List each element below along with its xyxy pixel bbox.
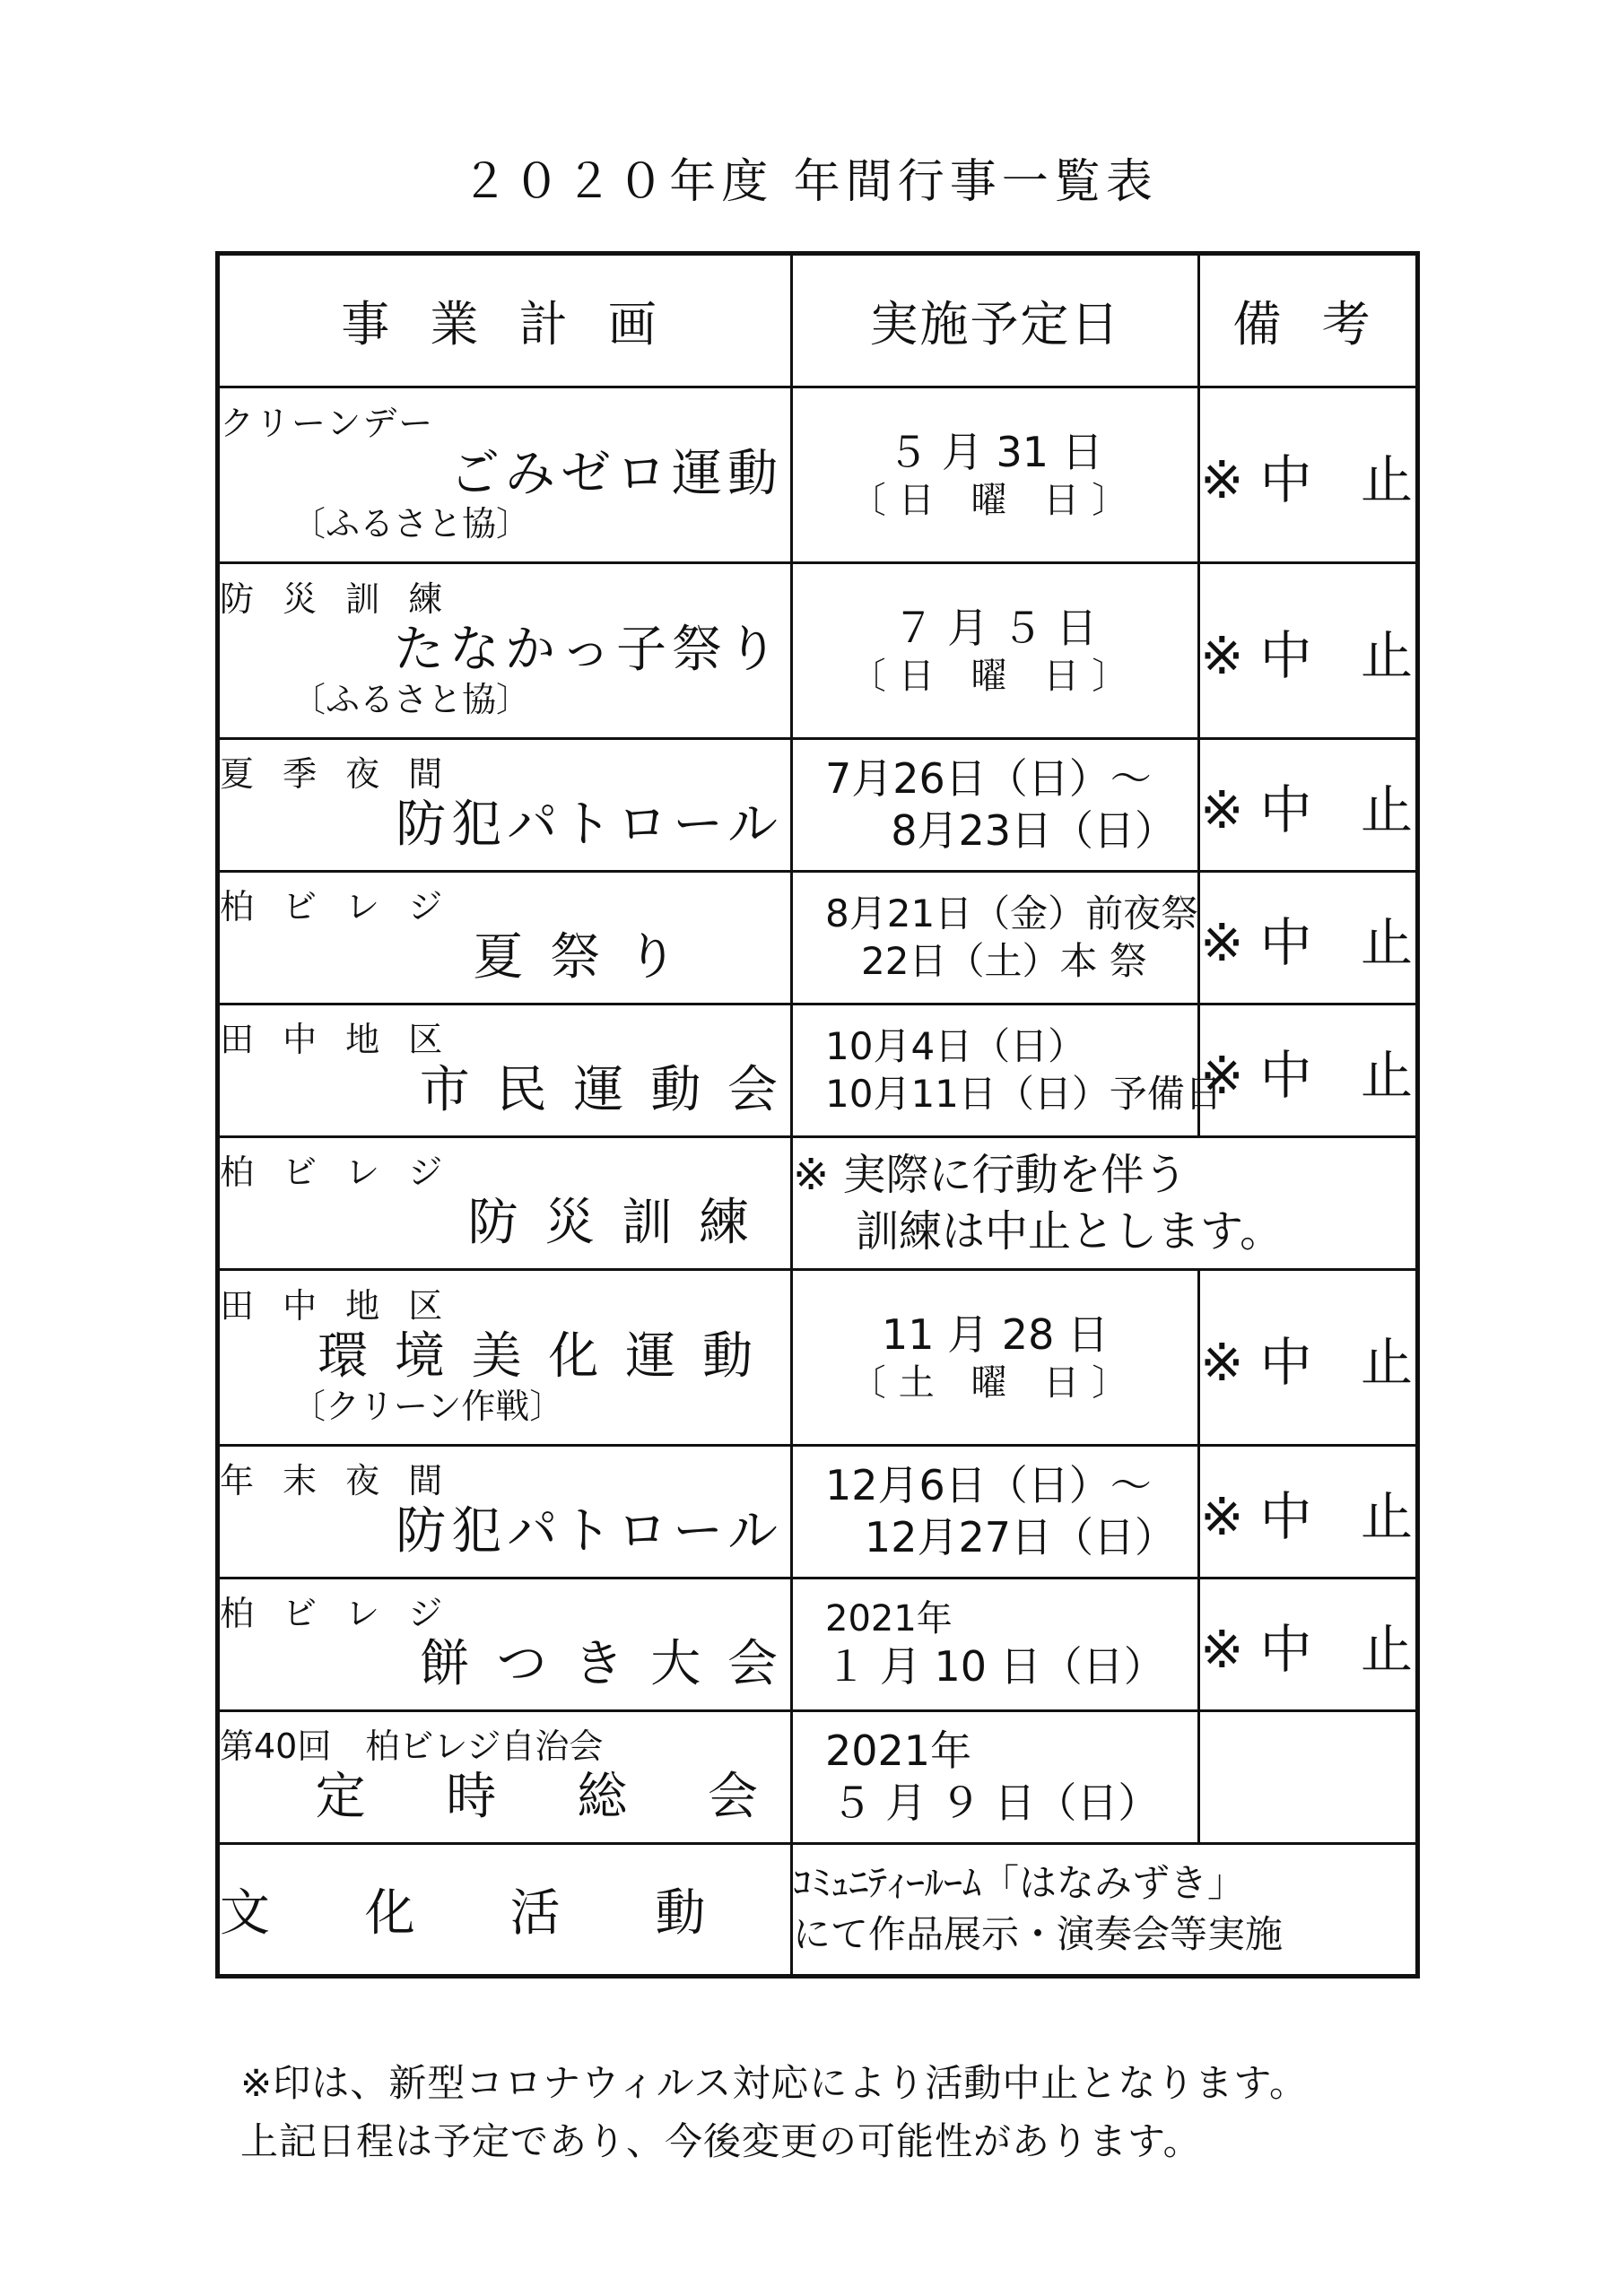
date-eve: 8月21日（金）前夜祭 xyxy=(825,891,1199,935)
table-row xyxy=(218,739,1418,872)
event-organizer: 〔ふるさと協〕 xyxy=(292,680,531,720)
date-cell xyxy=(792,1711,1199,1844)
date-main: １ 月 10 日（日） xyxy=(825,1641,1165,1691)
event-category: 田 中 地 区 xyxy=(220,1286,452,1326)
status-cancelled: ※中 止 xyxy=(1199,1004,1418,1137)
table-row xyxy=(218,1844,1418,1977)
event-cell xyxy=(218,739,792,872)
date-weekday: 〔日 曜 日〕 xyxy=(849,480,1141,522)
event-category: 年 末 夜 間 xyxy=(220,1461,452,1501)
table-row xyxy=(218,1446,1418,1578)
note-empty xyxy=(1199,1711,1418,1844)
date-cell xyxy=(792,1004,1223,1137)
status-cancelled: ※中 止 xyxy=(1199,387,1418,563)
date-cell xyxy=(792,563,1199,739)
event-category: 田 中 地 区 xyxy=(220,1020,452,1060)
event-name: 定 時 総 会 xyxy=(315,1767,790,1826)
event-name: たなかっ子祭り xyxy=(394,620,783,679)
event-cell xyxy=(218,1446,792,1578)
status-cancelled: ※中 止 xyxy=(1199,1446,1418,1578)
date-year: 2021年 xyxy=(825,1597,953,1639)
status-cancelled: ※中 止 xyxy=(1199,739,1418,872)
table-row xyxy=(218,387,1418,563)
event-category: 柏 ビ レ ジ xyxy=(220,1594,452,1634)
event-cell xyxy=(218,1004,792,1137)
event-cell xyxy=(218,1578,792,1711)
event-category: 夏 季 夜 間 xyxy=(220,754,452,795)
event-cell xyxy=(218,1270,792,1446)
date-cell xyxy=(792,1270,1199,1446)
event-schedule-table xyxy=(215,251,1430,1979)
footer-note-1: ※印は、新型コロナウィルス対応により活動中止となります。 xyxy=(240,2061,1309,2105)
event-name: 夏 祭 り xyxy=(473,927,683,987)
table-row xyxy=(218,1270,1418,1446)
event-name: 防犯パトロール xyxy=(396,1501,783,1561)
culture-activities-detail xyxy=(792,1844,1418,1977)
date-reserve: 10月11日（日）予備日 xyxy=(825,1071,1223,1116)
page-title: ２０２０年度 年間行事一覧表 xyxy=(461,155,1158,209)
table-row xyxy=(218,1711,1418,1844)
event-category: 防 災 訓 練 xyxy=(220,579,452,620)
table-row xyxy=(218,1578,1418,1711)
table-row xyxy=(218,872,1418,1004)
event-category: 柏 ビ レ ジ xyxy=(220,1152,452,1193)
footer-notes xyxy=(240,2054,1308,2170)
event-name: 市 民 運 動 会 xyxy=(419,1060,783,1119)
event-cell xyxy=(218,872,792,1004)
date-cell xyxy=(792,387,1199,563)
date-main: 11 月 28 日 xyxy=(882,1309,1109,1359)
status-cancelled: ※中 止 xyxy=(1199,872,1418,1004)
table-row xyxy=(218,1137,1418,1270)
event-organizer: 〔ふるさと協〕 xyxy=(292,504,531,544)
event-cell xyxy=(218,387,792,563)
culture-activities-label: 文 化 活 動 xyxy=(218,1844,792,1977)
date-cell xyxy=(792,739,1199,872)
event-category: 第40回 柏ビレジ自治会 xyxy=(220,1726,604,1767)
date-main: 10月4日（日） xyxy=(825,1024,1086,1068)
event-cell xyxy=(218,1711,792,1844)
event-name: 餅 つ き 大 会 xyxy=(419,1634,783,1693)
date-weekday: 〔土 曜 日〕 xyxy=(849,1362,1141,1405)
event-subtitle: 〔クリーン作戦〕 xyxy=(292,1387,564,1427)
event-category: 柏 ビ レ ジ xyxy=(220,887,452,927)
header-note: 備 考 xyxy=(1199,254,1418,387)
table-header-row xyxy=(218,254,1418,387)
event-cell xyxy=(218,563,792,739)
status-cancelled: ※中 止 xyxy=(1199,1578,1418,1711)
event-cell xyxy=(218,1137,792,1270)
notice-line-2: 訓練は中止とします。 xyxy=(856,1205,1284,1257)
date-main: ５ 月 31 日 xyxy=(887,427,1103,476)
date-cell xyxy=(792,872,1199,1004)
notice-line-1: ※ 実際に行動を伴う xyxy=(793,1150,1188,1201)
date-main: ７ 月 ５ 日 xyxy=(892,603,1098,652)
event-name: ごみゼロ運動 xyxy=(449,444,783,503)
header-plan: 事 業 計 画 xyxy=(218,254,792,387)
date-year: 2021年 xyxy=(825,1726,972,1775)
event-name: 防 災 訓 練 xyxy=(467,1193,754,1252)
culture-line-2: にて作品展示・演奏会等実施 xyxy=(793,1912,1284,1956)
header-date: 実施予定日 xyxy=(792,254,1199,387)
table-row xyxy=(218,563,1418,739)
status-cancelled: ※中 止 xyxy=(1199,563,1418,739)
date-end: 12月27日（日） xyxy=(864,1512,1176,1561)
cancellation-notice xyxy=(792,1137,1418,1270)
event-category: クリーンデー xyxy=(220,404,435,444)
date-cell xyxy=(792,1446,1199,1578)
date-cell xyxy=(792,1578,1199,1711)
date-main: ５ 月 ９ 日（日） xyxy=(831,1778,1160,1827)
event-name: 防犯パトロール xyxy=(396,795,783,854)
footer-note-2: 上記日程は予定であり、今後変更の可能性があります。 xyxy=(240,2119,1202,2164)
date-start: 7月26日（日）～ xyxy=(825,754,1152,803)
status-cancelled: ※中 止 xyxy=(1199,1270,1418,1446)
date-weekday: 〔日 曜 日〕 xyxy=(849,656,1141,698)
event-name: 環 境 美 化 運 動 xyxy=(317,1326,758,1386)
date-start: 12月6日（日）～ xyxy=(825,1461,1152,1509)
culture-line-1: ｺﾐｭﾆﾃｨｰﾙｰﾑ「はなみずき」 xyxy=(793,1861,1246,1906)
table-row xyxy=(218,1004,1418,1137)
date-end: 8月23日（日） xyxy=(891,805,1176,855)
date-main-festival: 22日（土）本 祭 xyxy=(861,938,1147,983)
